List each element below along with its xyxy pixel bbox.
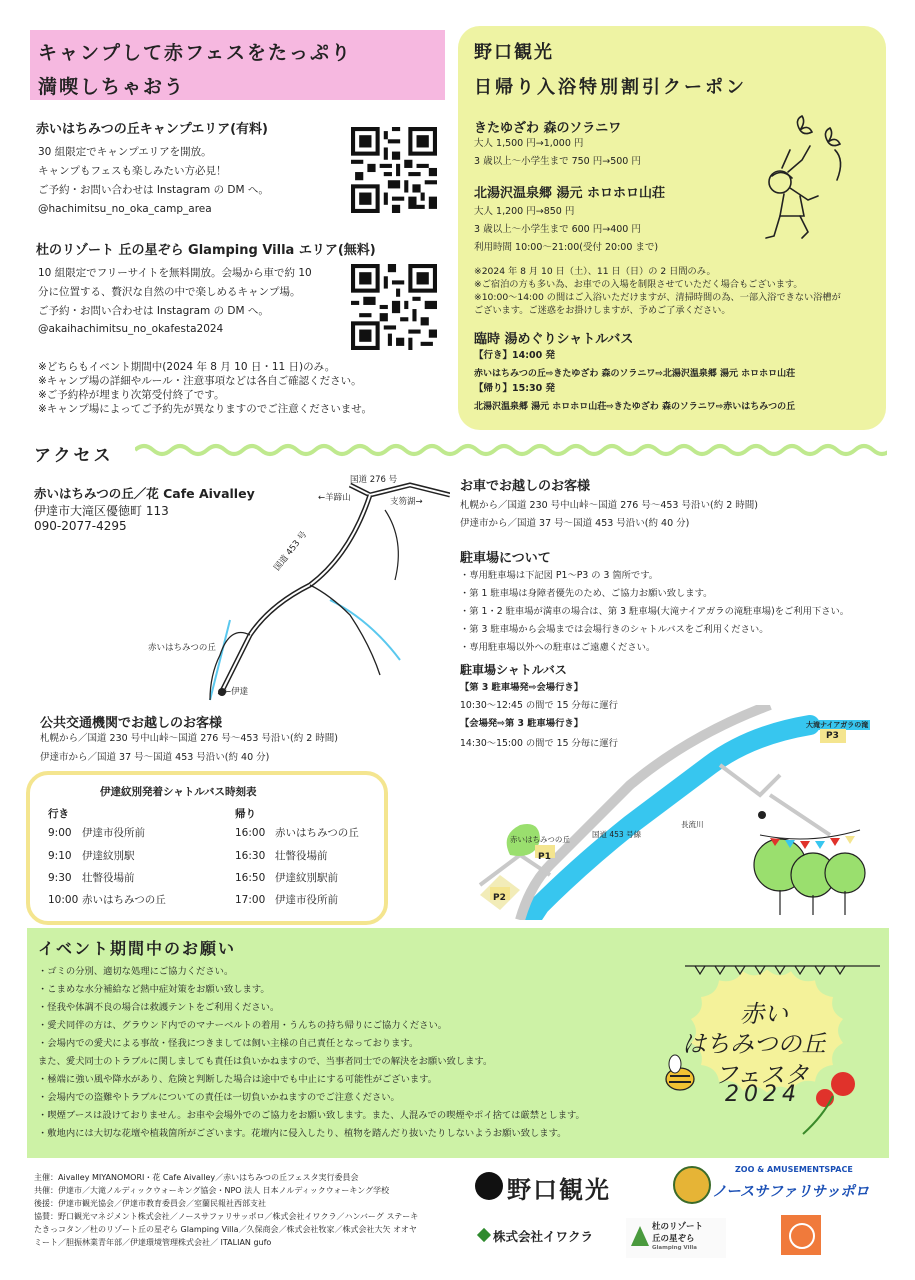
car-access-line: 伊達市から／国道 37 号〜国道 453 号沿い(約 40 分) (460, 518, 690, 529)
timetable-return-time: 17:00 (235, 894, 266, 906)
qr-code-camp-area[interactable] (351, 127, 437, 213)
logo-villa-line3: Glamping Villa (652, 1245, 697, 1251)
public-transport-line: 札幌から／国道 230 号中山峠〜国道 276 号〜453 号沿い(約 2 時間) (40, 733, 338, 744)
map2-label-falls: 大滝ナイアガラの滝 (806, 721, 869, 729)
camp-note: ※どちらもイベント期間中(2024 年 8 月 10 日・11 日)のみ。 (38, 361, 336, 373)
festa-logo-line1: 赤い (740, 1000, 788, 1028)
request-line: ・愛犬同伴の方は、グラウンド内でのマナーベルトの着用・うんちの持ち帰りにご協力ください。 (38, 1020, 448, 1031)
parking-line: ・第 1・2 駐車場が満車の場合は、第 3 駐車場(大滝ナイアガラの滝駐車場)をご利用下さい。 (460, 606, 850, 617)
spa-bus-line: 【帰り】15:30 発 (474, 383, 556, 394)
camp-area1-line: 30 組限定でキャンプエリアを開放。 (38, 146, 212, 158)
timetable-return-stop: 伊達紋別駅前 (275, 872, 338, 884)
camp-area2-instagram[interactable]: @akaihachimitsu_no_okafesta2024 (38, 323, 224, 335)
footer-credit: 主催：Aivalley MIYANOMORI・花 Cafe Aivalley／赤いはちみつの丘フェスタ実行委員会 (34, 1173, 359, 1182)
noguchi-emblem-icon (475, 1172, 503, 1200)
camp-area1-line: キャンプもフェスも楽しみたい方必見！ (38, 165, 227, 177)
request-line: ・敷地内には大切な花壇や植栽箇所がございます。花壇内に侵入したり、植物を踏んだり抜いたりしないようお願い致します。 (38, 1128, 567, 1139)
footer-credit: 共催：伊達市／大滝ノルディックウォーキング協会・NPO 法人 日本ノルディックウォーキング学校 (34, 1186, 390, 1195)
parking-line: ・第 1 駐車場は身障者優先のため、ご協力お願い致します。 (460, 588, 713, 599)
logo-iwakura: 株式会社イワクラ (493, 1229, 594, 1244)
timetable-outbound-label: 行き (48, 808, 69, 820)
logo-safari: ノースサファリサッポロ (712, 1184, 870, 1200)
coupon-note: ※2024 年 8 月 10 日（土）、11 日（日）の 2 日間のみ。 (474, 266, 716, 277)
camp-note: ※キャンプ場の詳細やルール・注意事項などは各自ご確認ください。 (38, 375, 362, 387)
map-label-venue: 赤いはちみつの丘 (148, 643, 216, 653)
coupon-title-line1: 野口観光 (474, 42, 554, 63)
girl-butterfly-illustration (750, 110, 870, 250)
car-access-line: 札幌から／国道 230 号中山峠〜国道 276 号〜453 号沿い(約 2 時間) (460, 500, 758, 511)
qr-code-glamping-area[interactable] (351, 264, 437, 350)
timetable-outbound-time: 9:00 (48, 827, 72, 839)
timetable-return-stop: 赤いはちみつの丘 (275, 827, 359, 839)
spa2-price: 大人 1,200 円→850 円 (474, 206, 575, 217)
camp-note: ※ご予約枠が埋まり次第受付終了です。 (38, 389, 225, 401)
requests-title: イベント期間中のお願い (38, 939, 237, 958)
iwakura-emblem-icon (477, 1228, 491, 1242)
spa1-name: きたゆざわ 森のソラニワ (474, 121, 622, 136)
map-label-shikotsu: 支笏湖→ (390, 497, 423, 507)
camp-area2-line: ご予約・お問い合わせは Instagram の DM へ。 (38, 305, 269, 317)
public-transport-line: 伊達市から／国道 37 号〜国道 453 号沿い(約 40 分) (40, 752, 270, 763)
map-label-route276: 国道 276 号 (350, 475, 398, 485)
timetable-return-time: 16:30 (235, 850, 266, 862)
parking-line: ・専用駐車場は下記図 P1〜P3 の 3 箇所です。 (460, 570, 659, 581)
request-line: ・会場内での愛犬による事故・怪我につきましては飼い主様の自己責任となっております。 (38, 1038, 419, 1049)
timetable-return-time: 16:00 (235, 827, 266, 839)
car-access-title: お車でお越しのお客様 (460, 479, 591, 494)
footer-credit: 協賛：野口観光マネジメント株式会社／ノースサファリサッポロ／株式会社イワクラ／ハンバーグ ステーキ (34, 1212, 419, 1221)
map2-label-route453: 国道 453 号線 (592, 830, 642, 839)
request-line: ・会場内での盗難やトラブルについての責任は一切負いかねますのでご注意ください。 (38, 1092, 400, 1103)
public-transport-title: 公共交通機関でお越しのお客様 (40, 716, 223, 731)
map2-label-river: 長流川 (681, 820, 704, 829)
spa2-price: 3 歳以上〜小学生まで 600 円→400 円 (474, 224, 641, 235)
footer-credit: ミート／胆振林業青年部／伊達環境管理株式会社／ ITALIAN gufo (34, 1238, 272, 1247)
logo-safari-tagline: ZOO & AMUSEMENTSPACE (735, 1165, 853, 1174)
timetable-return-label: 帰り (235, 808, 256, 820)
festa-logo-line3: フェスタ (714, 1061, 809, 1089)
map-label-yotei: ←羊蹄山 (318, 493, 351, 503)
footer-credit: 後援：伊達市観光協会／伊達市教育委員会／室蘭民報社西部支社 (34, 1199, 266, 1208)
camp-title-line2: 満喫しちゃおう (38, 76, 186, 98)
coupon-note: ※ご宿泊の方も多い為、お車での入場を制限させていただく場合もございます。 (474, 279, 803, 290)
logo-villa-line1: 杜のリゾート (652, 1222, 704, 1232)
camp-note: ※キャンプ場によってご予約先が異なりますのでご注意くださいませ。 (38, 403, 372, 415)
spa-bus-line: 赤いはちみつの丘⇨きたゆざわ 森のソラニワ⇨北湯沢温泉郷 湯元 ホロホロ山荘 (474, 369, 796, 379)
green-wave-divider (135, 442, 887, 458)
festa-logo-line2: はちみつの丘 (682, 1030, 826, 1058)
camp-area2-title: 杜のリゾート 丘の星ぞら Glamping Villa エリア(無料) (36, 243, 376, 258)
safari-emblem-icon (673, 1166, 711, 1204)
request-line: また、愛犬同士のトラブルに関しましても責任は負いかねますので、当事者同士での解決をお願い致します。 (38, 1056, 493, 1067)
parking-title: 駐車場について (460, 551, 551, 566)
timetable-return-time: 16:50 (235, 872, 266, 884)
partner-logo-icon (789, 1223, 815, 1249)
request-line: ・極端に強い風や降水があり、危険と判断した場合は途中でも中止にする可能性がございます。 (38, 1074, 438, 1085)
parking-shuttle-line: 【会場発⇨第 3 駐車場行き】 (460, 718, 583, 729)
camp-header (30, 30, 445, 100)
footer-credit: たきっコタン／杜のリゾート丘の星ぞら Glamping Villa／久保商会／株式会社牧家／株式会社大矢 オオヤ (34, 1225, 417, 1234)
coupon-note: ございます。ご迷惑をお掛けしますが、予めご了承ください。 (474, 305, 731, 316)
timetable-return-stop: 壮瞥役場前 (275, 850, 328, 862)
timetable-outbound-stop: 伊達紋別駅 (82, 850, 135, 862)
map2-label-p1: P1 (538, 852, 551, 862)
timetable-outbound-stop: 壮瞥役場前 (82, 872, 135, 884)
access-title: アクセス (34, 446, 114, 466)
request-line: ・喫煙ブースは設けておりません。お車や会場外でのご協力をお願い致します。また、人混みでの喫煙やポイ捨ては厳禁とします。 (38, 1110, 585, 1121)
camp-title-line1: キャンプして赤フェスをたっぷり (38, 42, 353, 64)
map2-label-venue: 赤いはちみつの丘 (510, 835, 570, 844)
timetable-return-stop: 伊達市役所前 (275, 894, 338, 906)
camp-area1-instagram[interactable]: @hachimitsu_no_oka_camp_area (38, 203, 212, 215)
timetable-outbound-time: 9:30 (48, 872, 72, 884)
logo-villa-line2: 丘の星ぞら (652, 1234, 695, 1244)
camp-area2-line: 10 組限定でフリーサイトを無料開放。会場から車で約 10 (38, 267, 312, 279)
parking-line: ・第 3 駐車場から会場までは会場行きのシャトルバスをご利用ください。 (460, 624, 769, 635)
map2-label-p3: P3 (826, 731, 839, 741)
parking-line: ・専用駐車場以外への駐車はご遠慮ください。 (460, 642, 656, 653)
coupon-note: ※10:00〜14:00 の間はご入浴いただけますが、清掃時間の為、一部入浴できない浴槽が (474, 292, 841, 303)
spa-bus-line: 【行き】14:00 発 (474, 350, 556, 361)
venue-address: 伊達市大滝区優徳町 113 (34, 504, 169, 518)
request-line: ・怪我や体調不良の場合は救護テントをご利用ください。 (38, 1002, 280, 1013)
camp-area2-line: 分に位置する、贅沢な自然の中で楽しめるキャンプ場。 (38, 286, 301, 298)
map2-label-p2: P2 (493, 893, 506, 903)
camp-area1-line: ご予約・お問い合わせは Instagram の DM へ。 (38, 184, 269, 196)
spa-bus-title: 臨時 湯めぐりシャトルバス (474, 332, 634, 347)
request-line: ・こまめな水分補給など熱中症対策をお願い致します。 (38, 984, 270, 995)
timetable-outbound-stop: 伊達市役所前 (82, 827, 145, 839)
spa-bus-line: 北湯沢温泉郷 湯元 ホロホロ山荘⇨きたゆざわ 森のソラニワ⇨赤いはちみつの丘 (474, 402, 796, 412)
parking-shuttle-line: 14:30〜15:00 の間で 15 分毎に運行 (460, 738, 618, 749)
tree-icon (631, 1226, 649, 1246)
venue-name: 赤いはちみつの丘／花 Cafe Aivalley (34, 486, 255, 501)
logo-noguchi: 野口観光 (507, 1175, 611, 1204)
spa2-name: 北湯沢温泉郷 湯元 ホロホロ山荘 (474, 186, 666, 201)
parking-shuttle-title: 駐車場シャトルバス (460, 663, 567, 677)
festa-logo-line4: 2024 (725, 1082, 801, 1107)
timetable-outbound-time: 10:00 (48, 894, 79, 906)
map-label-date: ←伊達 (224, 687, 249, 697)
coupon-title-line2: 日帰り入浴特別割引クーポン (474, 77, 747, 98)
camp-area1-title: 赤いはちみつの丘キャンプエリア(有料) (36, 122, 268, 137)
spa1-price: 大人 1,500 円→1,000 円 (474, 138, 584, 149)
timetable-title: 伊達紋別発着シャトルバス時刻表 (100, 786, 257, 798)
timetable-outbound-stop: 赤いはちみつの丘 (82, 894, 166, 906)
timetable-outbound-time: 9:10 (48, 850, 72, 862)
spa1-price: 3 歳以上〜小学生まで 750 円→500 円 (474, 156, 641, 167)
parking-shuttle-line: 【第 3 駐車場発⇨会場行き】 (460, 682, 583, 693)
venue-phone[interactable]: 090-2077-4295 (34, 519, 127, 533)
request-line: ・ゴミの分別、適切な処理にご協力ください。 (38, 966, 234, 977)
map-label-route453: 国道 453 号 (272, 529, 310, 574)
spa2-hours: 利用時間 10:00〜21:00(受付 20:00 まで) (474, 242, 659, 253)
parking-shuttle-line: 10:30〜12:45 の間で 15 分毎に運行 (460, 700, 618, 711)
